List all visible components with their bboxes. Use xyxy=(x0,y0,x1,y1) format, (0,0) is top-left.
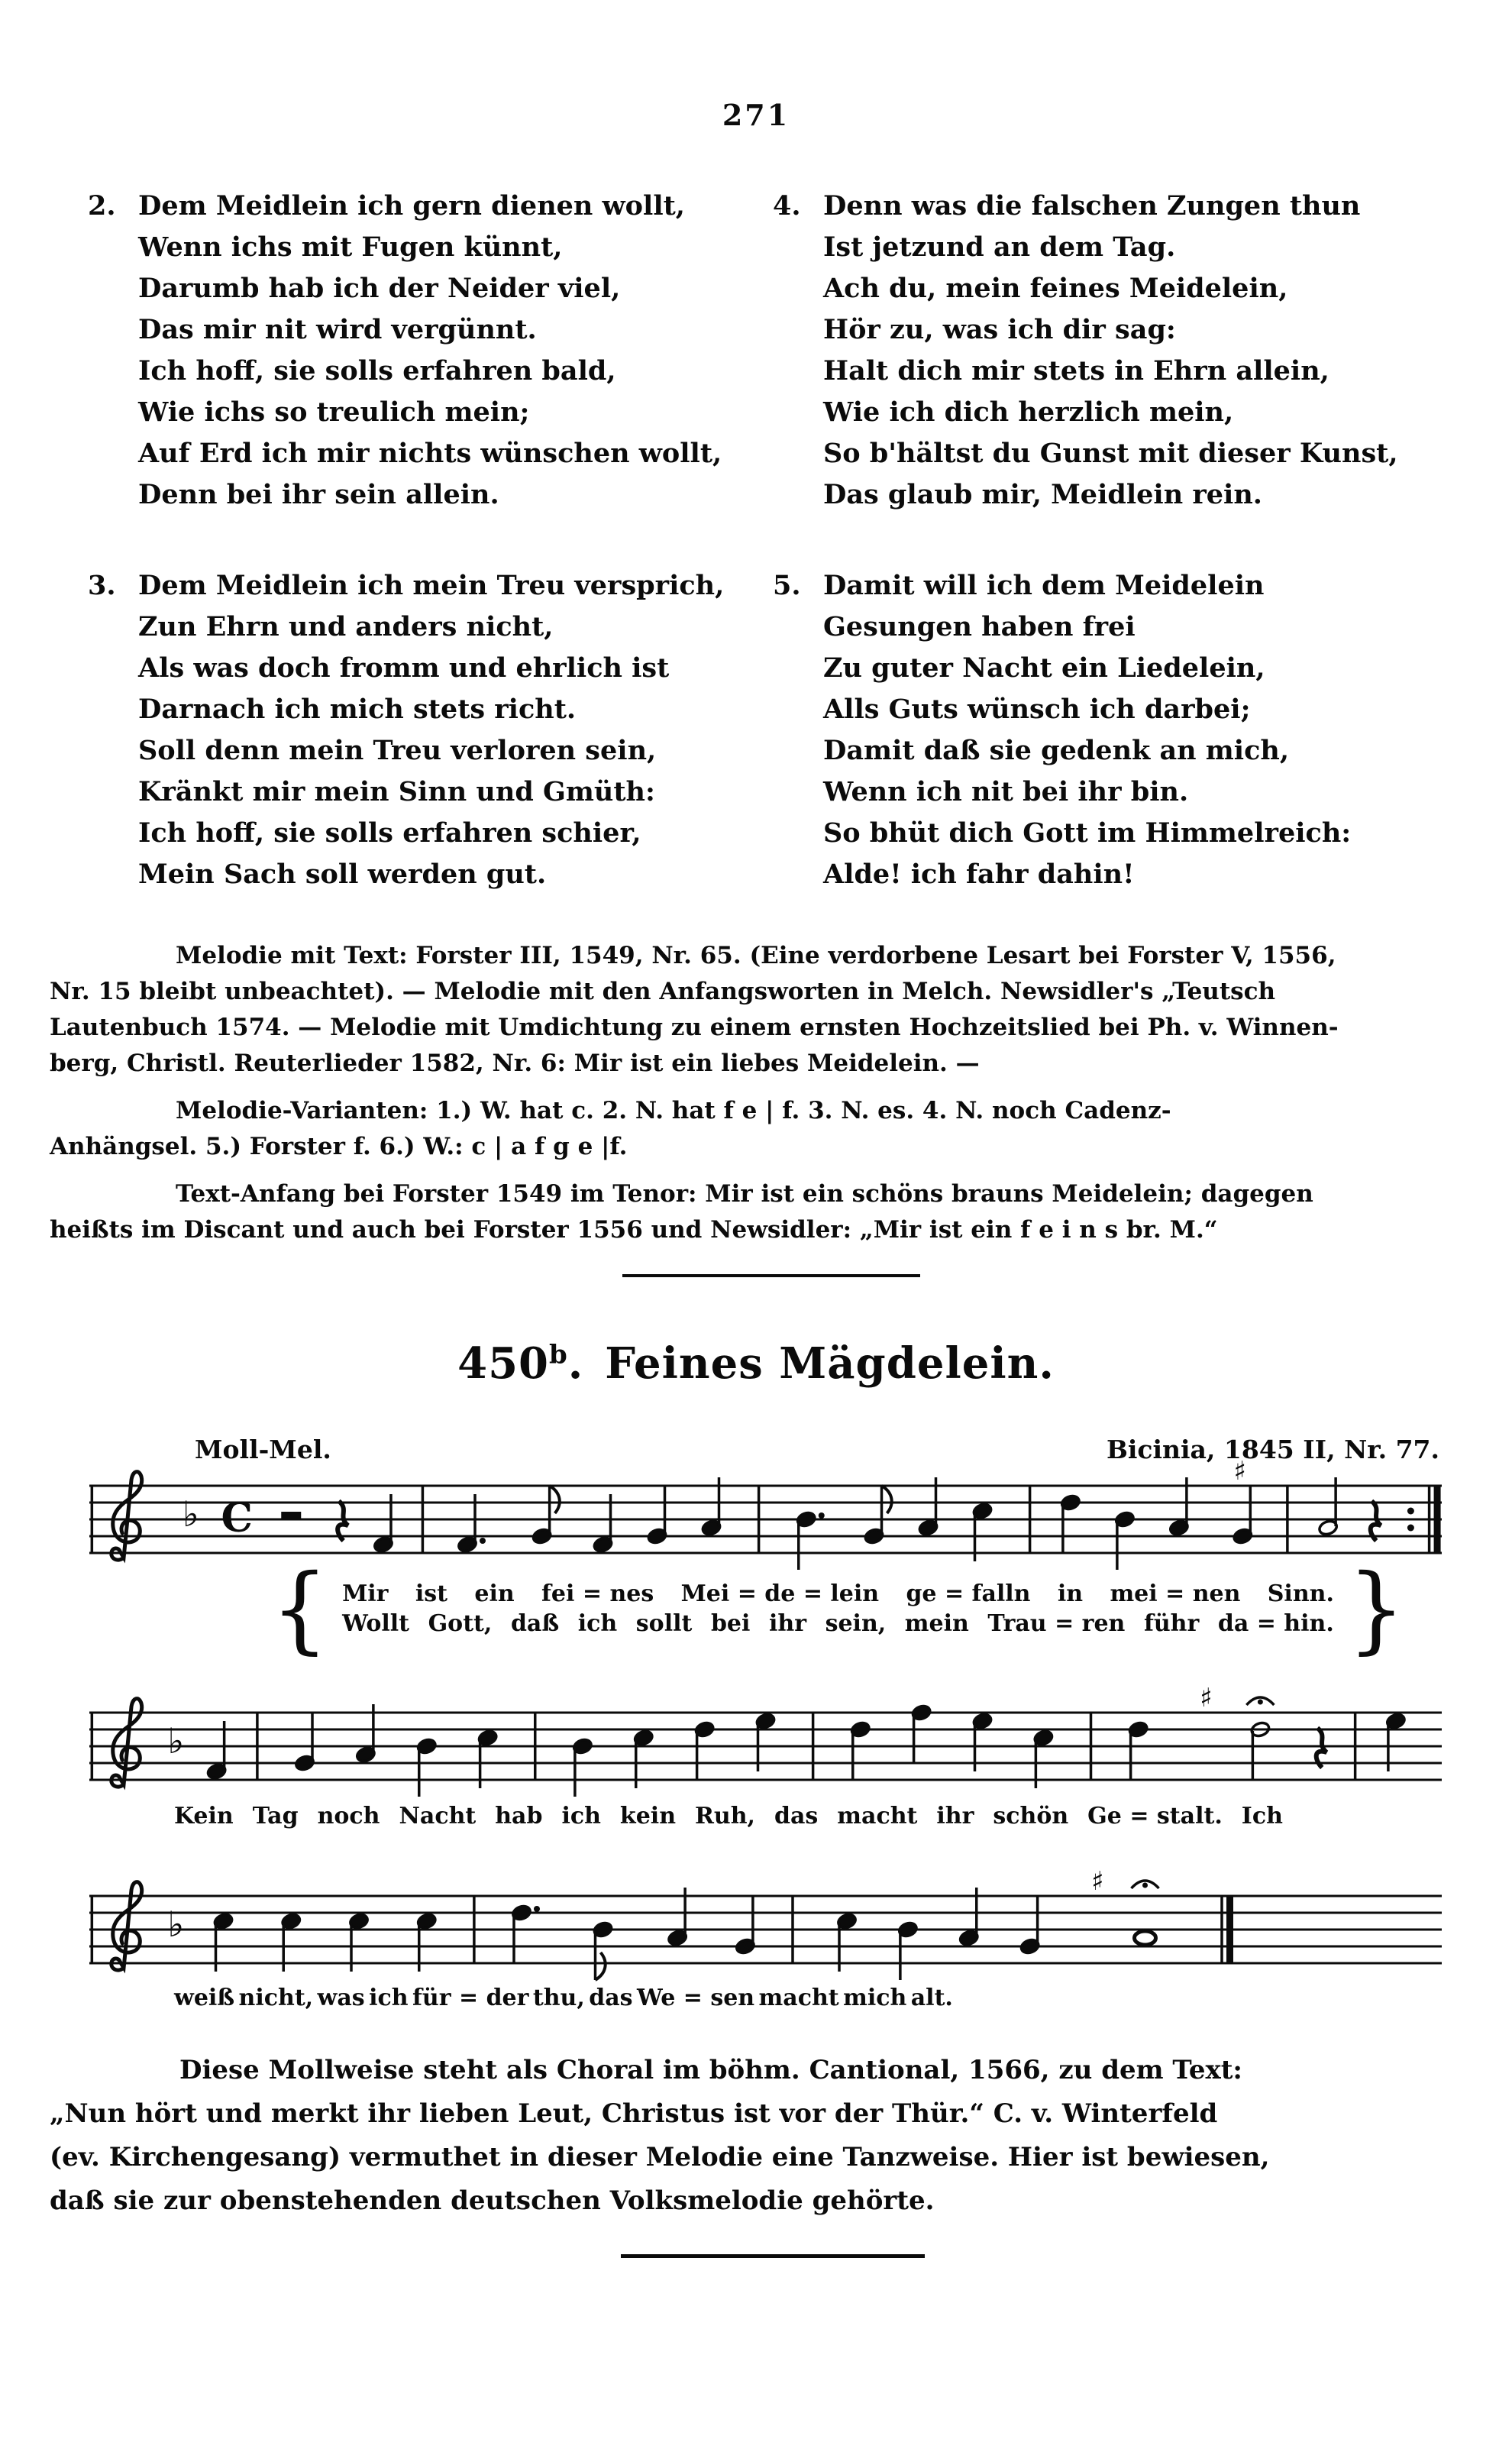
text-line: Wie ich dich herzlich mein, xyxy=(823,396,1234,428)
page-number: 271 xyxy=(722,98,790,132)
lyric-line-1a xyxy=(342,1580,1334,1607)
lyric-word: macht xyxy=(837,1803,918,1829)
lyric-word: Gott, xyxy=(428,1610,493,1637)
music-q xyxy=(694,1721,715,1780)
lyric-word: nicht, xyxy=(238,1985,314,2011)
music-quarter_rest xyxy=(1317,1728,1327,1768)
lyric-word: ich xyxy=(561,1803,601,1829)
text-line: Text‐Anfang bei Forster 1549 im Tenor: Mir ist ein schöns brauns Meidelein; dagegen xyxy=(176,1180,1313,1208)
source-label: Bicinia, 1845 II, Nr. 77. xyxy=(1106,1435,1439,1464)
music-quarter_rest xyxy=(1371,1501,1381,1541)
verse-2 xyxy=(88,186,764,516)
music-staff-3 xyxy=(88,1866,1443,1988)
text-line: Ich hoff, sie solls erfahren schier, xyxy=(138,817,641,849)
music-q xyxy=(1019,1896,1040,1955)
text-line: Wenn ichs mit Fugen künnt, xyxy=(138,231,563,263)
music-q xyxy=(897,1921,918,1980)
text-line: berg, Christl. Reuterlieder 1582, Nr. 6: Mir ist ein liebes Meidelein. — xyxy=(50,1050,980,1077)
lyric-word: ich xyxy=(577,1610,618,1637)
text-line: Darumb hab ich der Neider viel, xyxy=(138,273,621,304)
text-line: Nr. 15 bleibt unbeachtet). — Melodie mit den Anfangsworten in Melch. Newsidler's „Teutsch xyxy=(50,978,1276,1005)
lyric-word: We = sen xyxy=(636,1985,755,2011)
music-time xyxy=(221,1495,253,1542)
text-line: Damit will ich dem Meidelein xyxy=(823,570,1265,601)
text-line: Diese Mollweise steht als Choral im böhm. Cantional, 1566, zu dem Text: xyxy=(179,2055,1242,2085)
text-line: Das glaub mir, Meidlein rein. xyxy=(823,479,1262,510)
music-sharp xyxy=(1091,1866,1103,1897)
text-line: Denn bei ihr sein allein. xyxy=(138,479,499,510)
lyric-word: was xyxy=(317,1985,365,2011)
text-line: Wie ichs so treulich mein; xyxy=(138,396,530,428)
music-q xyxy=(416,1738,437,1797)
lyric-word: Mei = de = lein xyxy=(680,1580,880,1607)
lyric-word: da = hin. xyxy=(1217,1610,1334,1637)
lyric-word: für = der xyxy=(412,1985,529,2011)
text-line: (ev. Kirchengesang) vermuthet in dieser Melodie eine Tanzweise. Hier ist bewiesen, xyxy=(50,2142,1270,2172)
brace-right-icon: } xyxy=(1347,1553,1405,1664)
svg-text:C: C xyxy=(221,1495,253,1542)
song-number: 450 xyxy=(457,1338,550,1389)
svg-text:♯: ♯ xyxy=(1091,1866,1104,1897)
verse-number: 3. xyxy=(88,570,116,601)
music-sharp xyxy=(1200,1683,1212,1713)
music-q xyxy=(1060,1494,1081,1553)
text-line: Melodie‐Varianten: 1.) W. hat c. 2. N. hat f e | f. 3. N. es. 4. N. noch Cadenz‐ xyxy=(176,1097,1171,1124)
svg-text:♭: ♭ xyxy=(167,1720,185,1762)
verse-lines xyxy=(823,186,1449,516)
melody-variants-paragraph xyxy=(50,1093,1461,1165)
music-flat xyxy=(168,1904,185,1945)
lyric-word: mei = nen xyxy=(1110,1580,1241,1607)
svg-text:♭: ♭ xyxy=(167,1904,185,1945)
verse-3 xyxy=(88,565,764,895)
lyric-word: ihr xyxy=(768,1610,806,1637)
music-q xyxy=(294,1713,315,1771)
mode-label: Moll-Mel. xyxy=(195,1435,331,1464)
lyric-word: thu, xyxy=(532,1985,585,2011)
text-line: Lautenbuch 1574. — Melodie mit Umdichtung zu einem ernsten Hochzeitslied bei Ph. v. Winnen‐ xyxy=(50,1014,1339,1041)
music-q xyxy=(572,1738,593,1797)
lyric-line-3 xyxy=(174,1985,953,2011)
text-line: Das mir nit wird vergünnt. xyxy=(138,314,537,345)
text-line: Melodie mit Text: Forster III, 1549, Nr. 65. (Eine verdorbene Lesart bei Forster V, 1556, xyxy=(176,942,1336,969)
song-heading xyxy=(0,1338,1512,1389)
lyric-word: Ge = stalt. xyxy=(1087,1803,1223,1829)
music-e xyxy=(593,1921,613,1980)
text-line: Halt dich mir stets in Ehrn allein, xyxy=(823,355,1329,387)
music-staff-2 xyxy=(88,1683,1443,1804)
text-line: Alde! ich fahr dahin! xyxy=(823,859,1135,890)
music-sharp xyxy=(1234,1456,1246,1487)
text-line: Zu guter Nacht ein Liedelein, xyxy=(823,652,1265,684)
lyric-word: ein xyxy=(474,1580,515,1607)
lyric-word: Ich xyxy=(1241,1803,1283,1829)
music-w xyxy=(1135,1931,1156,1945)
lyric-word: bei xyxy=(710,1610,751,1637)
svg-text:♯: ♯ xyxy=(1200,1683,1213,1713)
music-q xyxy=(647,1486,667,1545)
text-line: Darnach ich mich stets richt. xyxy=(138,694,577,725)
verse-lines xyxy=(823,565,1449,895)
text-line: Soll denn mein Treu verloren sein, xyxy=(138,735,657,766)
lyric-word: Tag xyxy=(252,1803,299,1829)
svg-text:♯: ♯ xyxy=(1233,1456,1246,1487)
verse-5 xyxy=(773,565,1449,895)
verse-lines xyxy=(138,565,764,895)
text-line: Ach du, mein feines Meidelein, xyxy=(823,273,1288,304)
verse-number: 4. xyxy=(773,190,801,222)
music-fermata xyxy=(1132,1881,1159,1888)
lyric-word: Mir xyxy=(342,1580,389,1607)
text-line: Als was doch fromm und ehrlich ist xyxy=(138,652,670,684)
text-line: daß sie zur obenstehenden deutschen Volksmelodie gehörte. xyxy=(50,2185,935,2216)
lyric-word: Kein xyxy=(174,1803,234,1829)
song-title: Feines Mägdelein. xyxy=(605,1338,1055,1389)
lyric-word: noch xyxy=(317,1803,380,1829)
lyric-word: in xyxy=(1057,1580,1084,1607)
lyric-line-2 xyxy=(174,1803,1283,1829)
lyric-word: kein xyxy=(619,1803,677,1829)
melody-notes xyxy=(50,938,1461,1260)
lyric-word: sein, xyxy=(825,1610,887,1637)
lyric-word: weiß xyxy=(174,1985,235,2011)
melody-sources-paragraph xyxy=(50,938,1461,1082)
lyric-word: Sinn. xyxy=(1267,1580,1334,1607)
song-number-dot: . xyxy=(567,1338,584,1389)
music-fermata xyxy=(1246,1697,1274,1705)
text-line: Auf Erd ich mir nichts wünschen wollt, xyxy=(138,438,722,469)
text-line: Anhängsel. 5.) Forster f. 6.) W.: c | a f g e |f. xyxy=(50,1133,628,1160)
lyric-word: schön xyxy=(993,1803,1069,1829)
lyric-word: ge = falln xyxy=(906,1580,1031,1607)
text-line: Gesungen haben frei xyxy=(823,611,1136,642)
text-line: Dem Meidlein ich mein Treu versprich, xyxy=(138,570,725,601)
lyric-word: fei = nes xyxy=(541,1580,654,1607)
lyric-word: Ruh, xyxy=(695,1803,755,1829)
song-number-sup: b xyxy=(549,1339,568,1370)
text-line: Mein Sach soll werden gut. xyxy=(138,859,547,890)
lyric-word: ich xyxy=(369,1985,409,2011)
separator-rule xyxy=(622,1274,920,1277)
text-line: heißts im Discant und auch bei Forster 1556 und Newsidler: „Mir ist ein f e i n s br. M.“ xyxy=(50,1216,1218,1244)
lyric-line-1b xyxy=(342,1610,1334,1637)
lyric-word: Trau = ren xyxy=(987,1610,1126,1637)
lyric-word: daß xyxy=(510,1610,560,1637)
verse-number: 2. xyxy=(88,190,116,222)
lyric-word: Nacht xyxy=(399,1803,477,1829)
text-line: Denn was die falschen Zungen thun xyxy=(823,190,1361,222)
music-flat xyxy=(183,1493,199,1535)
text-line: „Nun hört und merkt ihr lieben Leut, Christus ist vor der Thür.“ C. v. Winterfeld xyxy=(50,2098,1218,2129)
text-line: So bhüt dich Gott im Himmelreich: xyxy=(823,817,1352,849)
lyric-word: ist xyxy=(415,1580,448,1607)
text-line: Alls Guts wünsch ich darbei; xyxy=(823,694,1251,725)
lyric-word: mein xyxy=(904,1610,969,1637)
text-line: Ist jetzund an dem Tag. xyxy=(823,231,1176,263)
music-q xyxy=(1128,1721,1149,1780)
lyrics-staff-1 xyxy=(271,1553,1405,1664)
lyric-word: hab xyxy=(495,1803,543,1829)
text-line: Kränkt mir mein Sinn und Gmüth: xyxy=(138,776,655,807)
verse-number: 5. xyxy=(773,570,801,601)
lyric-word: das xyxy=(589,1985,633,2011)
text-line: Hör zu, was ich dir sag: xyxy=(823,314,1176,345)
text-line: Damit daß sie gedenk an mich, xyxy=(823,735,1290,766)
lyric-word: das xyxy=(774,1803,819,1829)
footer-paragraph xyxy=(50,2049,1461,2223)
lyric-word: macht xyxy=(758,1985,839,2011)
svg-text:♭: ♭ xyxy=(183,1493,199,1535)
lyric-word: alt. xyxy=(910,1985,953,2011)
text-anfang-paragraph xyxy=(50,1176,1461,1248)
text-line: Wenn ich nit bei ihr bin. xyxy=(823,776,1189,807)
brace-left-icon: { xyxy=(271,1553,329,1664)
music-quarter_rest xyxy=(338,1501,348,1541)
score-caption-row xyxy=(88,1435,1455,1464)
music-flat xyxy=(168,1720,185,1762)
music-q xyxy=(850,1721,871,1780)
music-q xyxy=(735,1896,755,1955)
music-half_rest xyxy=(281,1512,301,1519)
lyric-word: mich xyxy=(843,1985,907,2011)
lyric-word: sollt xyxy=(635,1610,693,1637)
music-q xyxy=(1114,1511,1135,1570)
verse-lines xyxy=(138,186,764,516)
music-q xyxy=(911,1704,932,1763)
text-line: Ich hoff, sie solls erfahren bald, xyxy=(138,355,616,387)
music-q xyxy=(1233,1486,1253,1545)
lyric-word: ihr xyxy=(936,1803,974,1829)
verse-4 xyxy=(773,186,1449,516)
lyric-word: Wollt xyxy=(342,1610,409,1637)
text-line: So b'hältst du Gunst mit dieser Kunst, xyxy=(823,438,1398,469)
text-line: Dem Meidlein ich gern dienen wollt, xyxy=(138,190,685,222)
lyric-word: führ xyxy=(1143,1610,1200,1637)
bottom-rule xyxy=(621,2254,925,2258)
text-line: Zun Ehrn und anders nicht, xyxy=(138,611,554,642)
